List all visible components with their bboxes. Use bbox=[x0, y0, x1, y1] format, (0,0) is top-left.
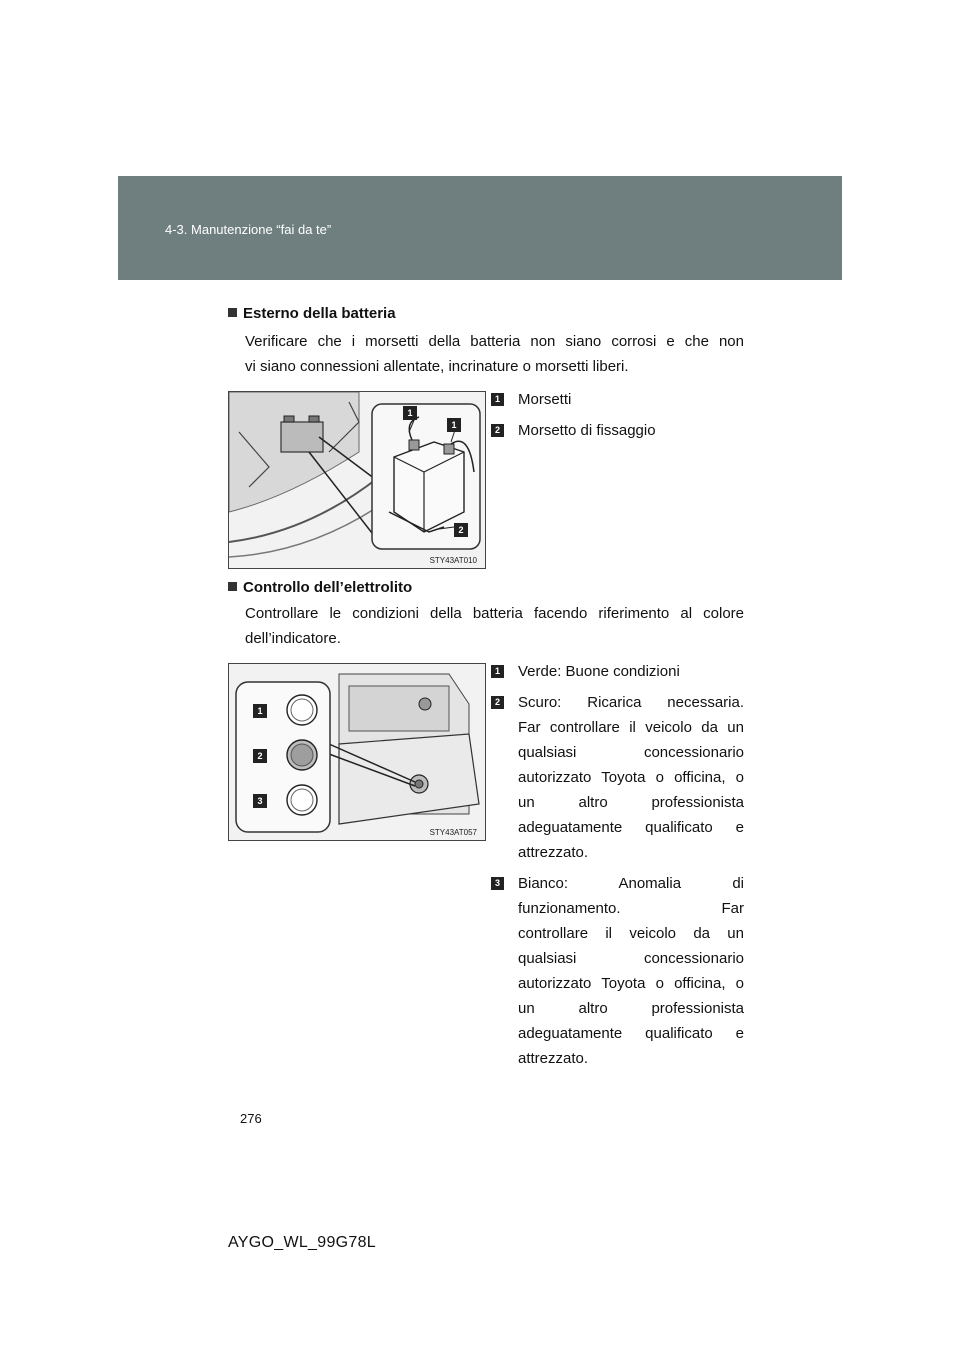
callout-white: 3 bbox=[253, 794, 267, 808]
number-badge: 1 bbox=[491, 393, 504, 406]
figure-code: STY43AT010 bbox=[429, 556, 477, 565]
legend-item: 2 Scuro: Ricarica necessaria. Far controllare il veicolo da un qualsiasi concessionario autorizzato Toyota o officina, o un altro professionista adeguatamente qualificato e attrezzato. bbox=[491, 690, 744, 865]
callout-green: 1 bbox=[253, 704, 267, 718]
number-badge: 2 bbox=[491, 424, 504, 437]
number-badge: 3 bbox=[491, 877, 504, 890]
callout-2: 2 bbox=[454, 523, 468, 537]
section2-heading: Controllo dell’elettrolito bbox=[228, 579, 412, 596]
document-id: AYGO_WL_99G78L bbox=[228, 1234, 376, 1251]
electrolyte-indicator-figure bbox=[228, 663, 486, 841]
figure-code: STY43AT057 bbox=[429, 828, 477, 837]
page-number: 276 bbox=[240, 1111, 262, 1126]
page-header bbox=[118, 176, 842, 280]
legend-item: 1 Morsetti bbox=[491, 387, 744, 412]
battery-terminals-figure bbox=[228, 391, 486, 569]
section1-text: Verificare che i morsetti della batteria non siano corrosi e che non vi siano connessioni allentate, incrinature o morsetti liberi. bbox=[245, 333, 744, 375]
square-bullet-icon bbox=[228, 308, 237, 317]
square-bullet-icon bbox=[228, 582, 237, 591]
legend-item: 1 Verde: Buone condizioni bbox=[491, 659, 744, 684]
legend-item: 2 Morsetto di fissaggio bbox=[491, 418, 744, 443]
section1-heading: Esterno della batteria bbox=[228, 305, 396, 322]
section2-legend bbox=[491, 659, 744, 1077]
callout-1: 1 bbox=[403, 406, 417, 420]
indicator-illustration bbox=[229, 664, 485, 840]
section1-legend bbox=[491, 387, 744, 449]
number-badge: 2 bbox=[491, 696, 504, 709]
number-badge: 1 bbox=[491, 665, 504, 678]
callout-dark: 2 bbox=[253, 749, 267, 763]
section-title: 4-3. Manutenzione “fai da te” bbox=[165, 222, 332, 237]
section2-text: Controllare le condizioni della batteria facendo riferimento al colore dell’indicatore. bbox=[245, 605, 744, 647]
callout-1b: 1 bbox=[447, 418, 461, 432]
legend-item: 3 Bianco: Anomalia di funzionamento. Far controllare il veicolo da un qualsiasi concessionario autorizzato Toyota o officina, o un altro professionista adeguatamente qualificato e attrezzato. bbox=[491, 871, 744, 1071]
